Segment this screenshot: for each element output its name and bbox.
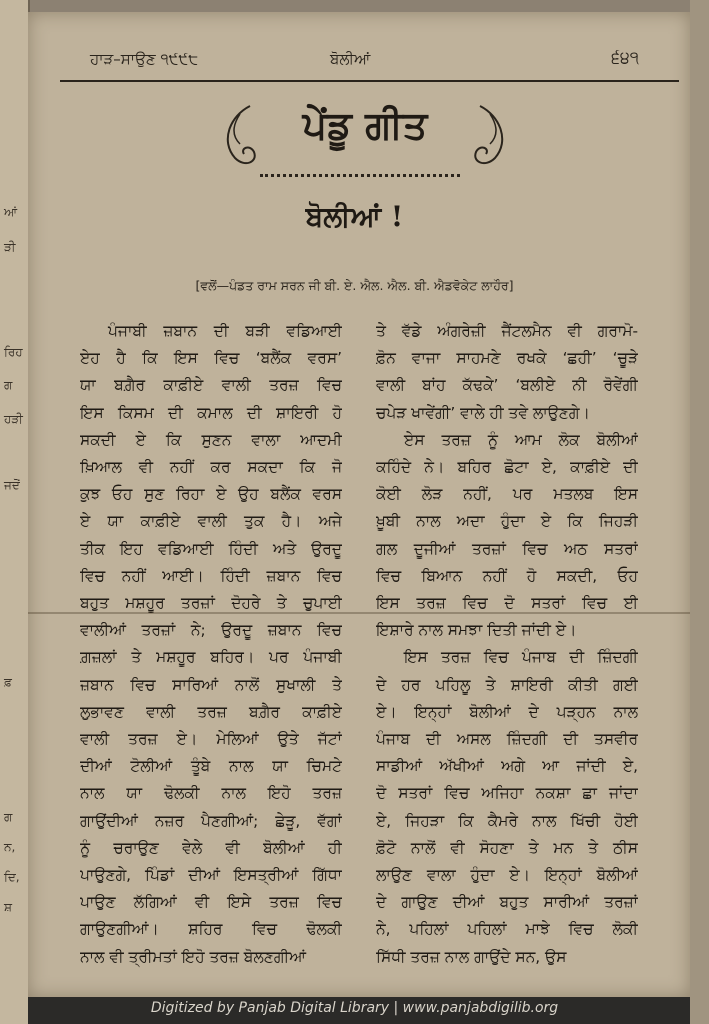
text-line: ਲੁਭਾਵਣ ਵਾਲੀ ਤਰਜ਼ ਬਗ਼ੈਰ ਕਾਫ਼ੀਏ (80, 702, 342, 721)
text-line: ਕਹਿੰਦੇ ਨੇ। ਬਹਿਰ ਛੋਟਾ ਏ, ਕਾਫ਼ੀਏ ਦੀ (376, 458, 638, 477)
article-subtitle: ਬੋਲੀਆਂ ! (305, 200, 404, 233)
text-line: ਏ ਯਾ ਕਾਫ਼ੀਏ ਵਾਲੀ ਤੁਕ ਹੈ। ਅਜੇ (80, 512, 342, 531)
title-ornament-box (210, 96, 520, 182)
margin-fragment: ਆਂ (4, 205, 18, 219)
text-line: ਕੋਈ ਲੋੜ ਨਹੀਂ, ਪਰ ਮਤਲਬ ਇਸ (376, 485, 638, 504)
text-line: ਏ। ਇਨ੍ਹਾਂ ਬੋਲੀਆਂ ਦੇ ਪੜ੍ਹਨ ਨਾਲ (376, 702, 638, 721)
text-line: ਗਲ ਦੂਜੀਆਂ ਤਰਜ਼ਾਂ ਵਿਚ ਅਠ ਸਤਰਾਂ (376, 539, 638, 558)
text-line: ਗ਼ਜ਼ਲਾਂ ਤੇ ਮਸ਼ਹੂਰ ਬਹਿਰ। ਪਰ ਪੰਜਾਬੀ (80, 648, 342, 667)
text-line: ਤੀਕ ਇਹ ਵਡਿਆਈ ਹਿੰਦੀ ਅਤੇ ਉਰਦੂ (80, 539, 342, 558)
text-line: ਪੰਜਾਬ ਦੀ ਅਸਲ ਜ਼ਿੰਦਗੀ ਦੀ ਤਸਵੀਰ (376, 730, 638, 749)
text-line: ਖ਼ਿਆਲ ਵੀ ਨਹੀਂ ਕਰ ਸਕਦਾ ਕਿ ਜੋ (80, 458, 342, 477)
text-line: ਵਿਚ ਬਿਆਨ ਨਹੀਂ ਹੋ ਸਕਦੀ, ਓਹ (376, 566, 638, 585)
margin-fragment: ਦਿ, (4, 870, 20, 884)
text-line: ਚਪੇੜ ਖਾਵੇਂਗੀ’ ਵਾਲੇ ਹੀ ਤਵੇ ਲਾਉਣਗੇ। (376, 403, 590, 422)
text-line: ਏ, ਜਿਹੜਾ ਕਿ ਕੈਮਰੇ ਨਾਲ ਖਿੱਚੀ ਹੋਈ (376, 811, 638, 830)
text-line: ਨਾਲ ਯਾ ਢੋਲਕੀ ਨਾਲ ਇਹੋ ਤਰਜ਼ (80, 784, 342, 803)
text-line: ਸਿੱਧੀ ਤਰਜ਼ ਨਾਲ ਗਾਉਂਦੇ ਸਨ, ਉਸ (376, 947, 567, 966)
text-line: ਗਾਉਣਗੀਆਂ। ਸ਼ਹਿਰ ਵਿਚ ਢੋਲਕੀ (80, 920, 342, 939)
digitization-credit: Digitized by Panjab Digital Library | www.panjabdigilib.org (150, 1000, 559, 1016)
adjacent-page-strip (0, 0, 30, 1024)
text-line: ਯਾ ਬਗ਼ੈਰ ਕਾਫ਼ੀਏ ਵਾਲੀ ਤਰਜ਼ ਵਿਚ (80, 376, 342, 395)
text-line: ਫ਼ੋਨ ਵਾਜਾ ਸਾਹਮਣੇ ਰਖਕੇ ‘ਛਹੀ’ ‘ਚੂੜੇ (376, 349, 638, 368)
text-line: ਦੀਆਂ ਟੋਲੀਆਂ ਤੂੰਬੇ ਨਾਲ ਯਾ ਚਿਮਟੇ (80, 757, 342, 776)
text-line: ਜ਼ਬਾਨ ਵਿਚ ਸਾਰਿਆਂ ਨਾਲੋਂ ਸੁਖਾਲੀ ਤੇ (80, 675, 342, 694)
text-line: ਇਸ਼ਾਰੇ ਨਾਲ ਸਮਝਾ ਦਿਤੀ ਜਾਂਦੀ ਏ। (376, 621, 577, 640)
running-header (60, 40, 679, 82)
text-line: ਦੋ ਸਤਰਾਂ ਵਿਚ ਅਜਿਹਾ ਨਕਸ਼ਾ ਛਾ ਜਾਂਦਾ (376, 784, 638, 803)
margin-fragment: ਰਿਹ (4, 345, 23, 359)
margin-fragment: ਜਦੋਂ (4, 478, 20, 492)
text-line: ਕੁਝ ਓਹ ਸੁਣ ਰਿਹਾ ਏ ਉਹ ਬਲੈਂਕ ਵਰਸ (80, 485, 342, 504)
author-byline: [ਵਲੋਂ—ਪੰਡਤ ਰਾਮ ਸਰਨ ਜੀ ਬੀ. ਏ. ਐਲ. ਐਲ. ਬੀ. ਐਡਵੋਕੇਟ ਲਾਹੌਰ] (195, 278, 514, 293)
text-line: ਵਾਲੀਆਂ ਤਰਜ਼ਾਂ ਨੇ; ਉਰਦੂ ਜ਼ਬਾਨ ਵਿਚ (80, 621, 342, 640)
text-line: ਨਾਲ ਵੀ ਤ੍ਰੀਮਤਾਂ ਇਹੋ ਤਰਜ਼ ਬੋਲਣਗੀਆਂ (80, 947, 306, 966)
margin-fragment: ਫ਼ (4, 675, 12, 689)
section-name: ਬੋਲੀਆਂ (330, 50, 371, 68)
text-line: ਗਾਉਂਦੀਆਂ ਨਜ਼ਰ ਪੈਣਗੀਆਂ; ਛੇੜੂ, ਵੱਗਾਂ (80, 811, 342, 830)
text-line: ਤੇ ਵੱਡੇ ਅੰਗਰੇਜ਼ੀ ਜੈਂਟਲਮੈਨ ਵੀ ਗਰਾਮੋ- (376, 322, 638, 340)
text-column-left (80, 318, 342, 971)
text-line: ਇਸ ਤਰਜ਼ ਵਿਚ ਦੋ ਸਤਰਾਂ ਵਿਚ ਈ (376, 594, 638, 613)
text-line: ਖ਼ੂਬੀ ਨਾਲ ਅਦਾ ਹੁੰਦਾ ਏ ਕਿ ਜਿਹੜੀ (376, 512, 638, 531)
scan-right-edge (690, 0, 709, 1024)
text-line: ਇਸ ਤਰਜ਼ ਵਿਚ ਪੰਜਾਬ ਦੀ ਜ਼ਿੰਦਗੀ (404, 648, 638, 667)
text-line: ਵਾਲੀ ਤਰਜ਼ ਏ। ਮੇਲਿਆਂ ਉਤੇ ਜੱਟਾਂ (80, 730, 342, 749)
margin-fragment: ਸ਼ (4, 900, 12, 914)
page-number: ੬੪੧ (611, 48, 639, 68)
scan-fold-line (28, 612, 690, 614)
text-line: ਨੂੰ ਚਰਾਉਣ ਵੇਲੇ ਵੀ ਬੋਲੀਆਂ ਹੀ (80, 838, 342, 857)
issue-date: ਹਾੜ–ਸਾਉਣ ੧੯੯੮ (90, 50, 199, 68)
margin-fragment: ਗ (4, 810, 13, 824)
text-line: ਏਸ ਤਰਜ਼ ਨੂੰ ਆਮ ਲੋਕ ਬੋਲੀਆਂ (404, 430, 638, 449)
margin-fragment: ਹੜੀ (4, 412, 23, 426)
text-line: ਬਹੁਤ ਮਸ਼ਹੂਰ ਤਰਜ਼ਾਂ ਦੋਹਰੇ ਤੇ ਚੁਪਾਈ (80, 594, 342, 613)
text-line: ਦੇ ਹਰ ਪਹਿਲੂ ਤੇ ਸ਼ਾਇਰੀ ਕੀਤੀ ਗਈ (376, 675, 638, 694)
text-line: ਨੇ, ਪਹਿਲਾਂ ਪਹਿਲਾਂ ਮਾਝੇ ਵਿਚ ਲੋਕੀ (376, 920, 638, 939)
margin-fragment: ੜੀ (4, 240, 16, 254)
margin-fragment: ਗ (4, 378, 13, 392)
text-line: ਏਹ ਹੈ ਕਿ ਇਸ ਵਿਚ ‘ਬਲੈਂਕ ਵਰਸ’ (80, 349, 342, 368)
text-line: ਫ਼ੋਟੋ ਨਾਲੋਂ ਵੀ ਸੋਹਣਾ ਤੇ ਮਨ ਤੇ ਠੀਸ (376, 838, 638, 857)
text-line: ਸਕਦੀ ਏ ਕਿ ਸੁਣਨ ਵਾਲਾ ਆਦਮੀ (80, 430, 342, 449)
margin-fragment: ਨ, (4, 840, 16, 854)
text-line: ਸਾਡੀਆਂ ਅੱਖੀਆਂ ਅਗੇ ਆ ਜਾਂਦੀ ਏ, (376, 757, 638, 776)
text-line: ਲਾਉਣ ਵਾਲਾ ਹੁੰਦਾ ਏ। ਇਨ੍ਹਾਂ ਬੋਲੀਆਂ (376, 866, 638, 885)
text-line: ਪੰਜਾਬੀ ਜ਼ਬਾਨ ਦੀ ਬੜੀ ਵਡਿਆਈ (108, 322, 342, 340)
title-underline (260, 174, 460, 177)
text-line: ਪਾਉਣ ਲੱਗਿਆਂ ਵੀ ਇਸੇ ਤਰਜ਼ ਵਿਚ (80, 893, 342, 912)
text-line: ਵਾਲੀ ਬਾਂਹ ਕੱਢਕੇ’ ‘ਬਲੀਏ ਨੀ ਰੋਵੇਂਗੀ (376, 376, 638, 395)
article-title: ਪੇਂਡੂ ਗੀਤ (302, 102, 428, 147)
text-column-right (376, 318, 638, 971)
text-line: ਵਿਚ ਨਹੀਂ ਆਈ। ਹਿੰਦੀ ਜ਼ਬਾਨ ਵਿਚ (80, 566, 342, 585)
text-line: ਪਾਉਣਗੇ, ਪਿੰਡਾਂ ਦੀਆਂ ਇਸਤ੍ਰੀਆਂ ਗਿੱਧਾ (80, 866, 342, 885)
text-line: ਦੇ ਗਾਉਣ ਦੀਆਂ ਬਹੁਤ ਸਾਰੀਆਂ ਤਰਜ਼ਾਂ (376, 893, 638, 912)
text-line: ਇਸ ਕਿਸਮ ਦੀ ਕਮਾਲ ਦੀ ਸ਼ਾਇਰੀ ਹੋ (80, 403, 342, 422)
